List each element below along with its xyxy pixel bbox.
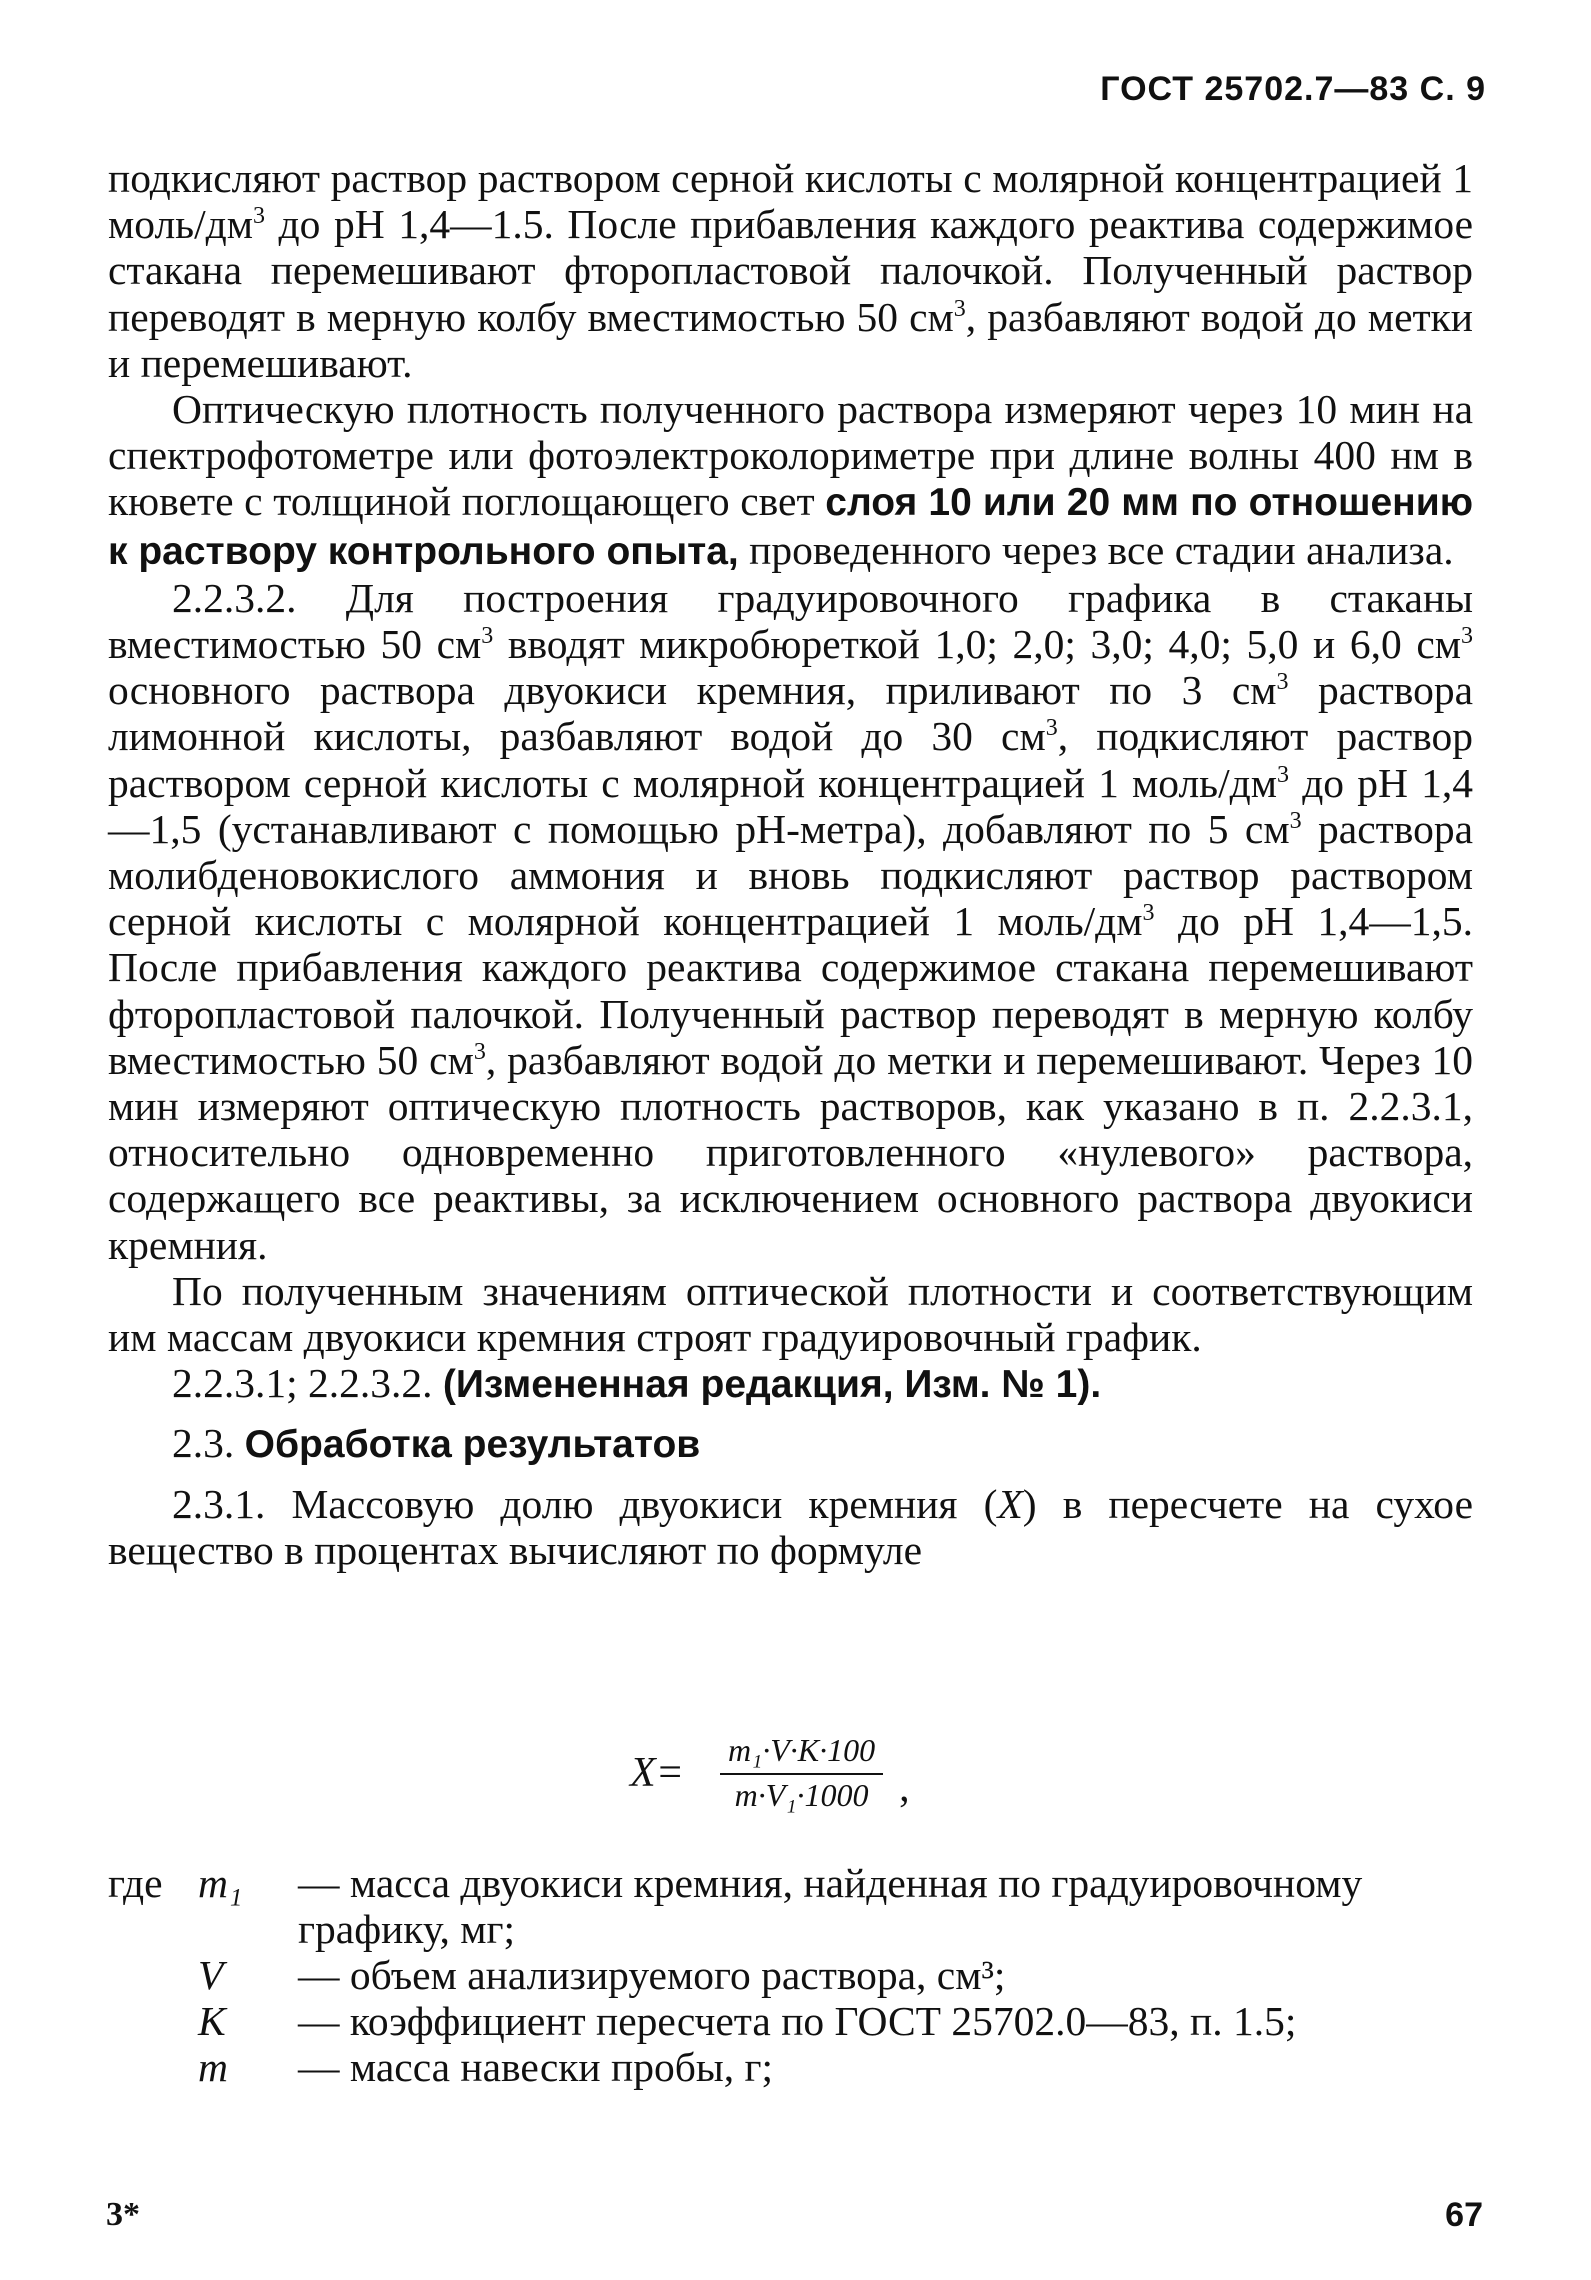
paragraph-amendment: 2.2.3.1; 2.2.3.2. (Измененная редакция, Изм. № 1). <box>172 1360 1102 1407</box>
formula-fraction <box>720 1732 883 1814</box>
definition-text: — масса навески пробы, г; <box>298 2044 774 2090</box>
formula-comma: , <box>899 1765 910 1811</box>
definition-text: — коэффициент пересчета по ГОСТ 25702.0—83, п. 1.5; <box>298 1998 1297 2044</box>
definitions-list <box>108 1860 1473 2090</box>
formula-numerator: m₁·V·K·100 <box>720 1732 883 1775</box>
definition-symbol: m <box>198 2044 228 2090</box>
definition-symbol: K <box>198 1998 226 2044</box>
definition-row: где m₁ — масса двуокиси кремния, найденная по градуировочному графику, мг; <box>108 1860 1473 1952</box>
main-text <box>108 155 1473 1573</box>
paragraph-2-3-1: 2.3.1. Массовую долю двуокиси кремния (X) в пересчете на сухое вещество в процентах вычисляют по формуле <box>108 1480 1473 1573</box>
paragraph-2-2-3-2: 2.2.3.2. Для построения градуировочного графика в стаканы вместимостью 50 $см^3$ вводят микробюреткой 1,0; 2,0; 3,0; 4,0; 5,0 и 6,0 $см^3$ основного раствора двуокиси кремния, приливают по 3 $см^3$ раствора лимонной кислоты, разбавляют водой до 30 $см^3$, подкисляют раствор раствором серной кислоты с молярной концентрацией 1 моль/$дм^3$ до pH 1,4—1,5 (устанавливают с помощью pH-метра), добавляют по 5 $см^3$ раствора молибденовокислого аммония и вновь подкисляют раствор раствором серной кислоты с молярной концентрацией 1 моль/$дм^3$ до pH 1,4—1,5. После прибавления каждого реактива содержимое стакана перемешивают фторопластовой палочкой. Полученный раствор переводят в мерную колбу вместимостью 50 $см^3$, разбавляют водой до метки и перемешивают. Через 10 мин измеряют оптическую плотность растворов, как указано в п. 2.2.3.1, относительно одновременно приготовленного «нулевого» раствора, содержащего все реактивы, за исключением основного раствора двуокиси кремния. <box>108 574 1474 1268</box>
definition-row <box>108 1998 1473 2044</box>
definition-symbol: V <box>198 1952 224 1998</box>
section-heading-2-3: 2.3. Обработка результатов <box>172 1420 701 1467</box>
formula-denominator: m·V₁·1000 <box>734 1777 869 1813</box>
definition-row <box>108 1952 1473 1998</box>
formula-lhs: X= <box>630 1750 684 1796</box>
definition-symbol: m₁ <box>198 1860 243 1906</box>
page-header: ГОСТ 25702.7—83 С. 9 <box>1100 70 1486 108</box>
paragraph-continued: подкисляют раствор раствором серной кислоты с молярной концентрацией 1 моль/$дм^3$ до pH 1,4—1.5. После прибавления каждого реактива содержимое стакана перемешивают фторопластовой палочкой. Полученный раствор переводят в мерную колбу вместимостью 50 $см^3$, разбавляют водой до метки и перемешивают. <box>108 155 1473 386</box>
definition-row <box>108 2044 1473 2090</box>
paragraph-optical-density: Оптическую плотность полученного раствора измеряют через 10 мин на спектрофотометре или фотоэлектроколориметре при длине волны 400 нм в кювете с толщиной поглощающего свет слоя 10 или 20 мм по отношению к раствору контрольного опыта, проведенного через все стадии анализа. <box>108 386 1473 573</box>
formula <box>630 1728 910 1818</box>
definition-text: — объем анализируемого раствора, см³; <box>298 1952 1006 1998</box>
definition-text: — масса двуокиси кремния, найденная по градуировочному графику, мг; <box>298 1860 1363 1952</box>
footer-signature-mark: 3* <box>106 2196 140 2233</box>
paragraph-calibration-graph: По полученным значениям оптической плотности и соответствующим им массам двуокиси кремния строят градуировочный график. <box>108 1267 1473 1361</box>
page-number: 67 <box>1445 2196 1483 2234</box>
